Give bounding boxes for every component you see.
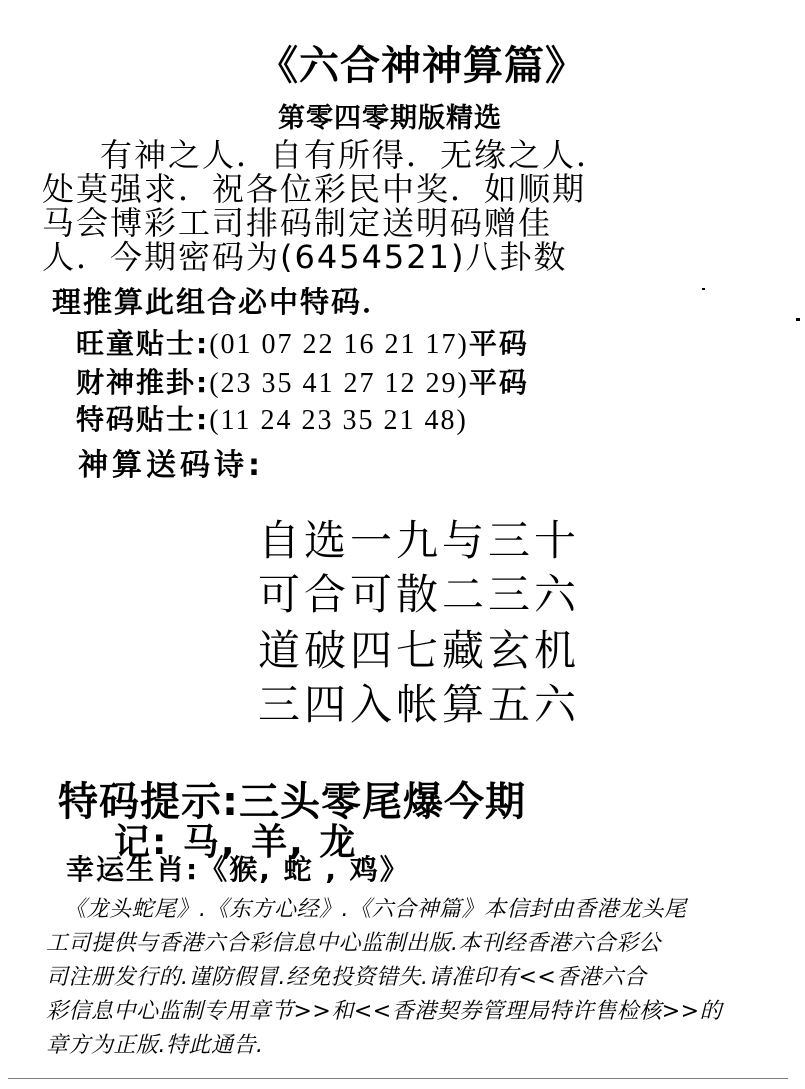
poem-heading: 神算送码诗: [78,448,264,483]
notice-line: 彩信息中心监制专用章节>>和<<香港契券管理局特许售检核>>的 [46,999,723,1024]
intro-line: 处莫强求．祝各位彩民中奖．如顺期 [42,170,587,208]
poem-line: 三四入帐算五六 [258,680,581,729]
reasoning-line: 理推算此组合必中特码． [52,285,394,319]
remember-zodiacs: 记: 马, 羊, 龙 [114,822,358,863]
tip-numbers: (11 24 23 35 21 48) [209,405,468,436]
tip-label: 财神推卦: [76,366,210,399]
notice-line: 工司提供与香港六合彩信息中心监制出版.本刊经香港六合彩公 [46,931,661,956]
tip-suffix: 平码 [468,366,529,399]
poem-line: 道破四七藏玄机 [258,626,581,675]
document-title: 《六合神神算篇》 [258,43,586,89]
lucky-zodiacs: 幸运生肖:《猴, 蛇 , 鸡》 [66,853,410,886]
scan-speck [796,318,800,321]
poem-line: 可合可散二三六 [258,570,581,619]
tip-row-wangtong [76,322,529,362]
intro-line: 有神之人．自有所得．无缘之人． [100,136,611,174]
tip-numbers: (23 35 41 27 12 29) [209,368,469,399]
special-number-hint: 特码提示:三头零尾爆今期 [58,779,526,825]
poem-line: 自选一九与三十 [258,516,581,565]
intro-paragraph [42,138,782,274]
intro-line: 马会博彩工司排码制定送明码赠佳 [42,204,553,242]
intro-line: 人．今期密码为(6454521)八卦数 [42,238,568,276]
bottom-border-line [8,1078,788,1079]
scan-speck [702,288,705,290]
publisher-notice [46,893,766,1063]
tip-label: 旺童贴士: [76,327,210,360]
tip-row-caishen [76,361,529,401]
notice-line: 司注册发行的.谨防假冒.经免投资错失.请准印有<<香港六合 [46,965,647,990]
notice-line: 章方为正版.特此通告. [46,1033,264,1058]
issue-subtitle: 第零四零期版精选 [278,103,502,134]
tip-row-tema [76,398,468,438]
notice-line: 《龙头蛇尾》.《东方心经》.《六合神篇》本信封由香港龙头尾 [64,897,687,922]
tip-numbers: (01 07 22 16 21 17) [209,329,469,360]
tip-label: 特码贴士: [76,403,210,436]
tip-suffix: 平码 [468,327,529,360]
